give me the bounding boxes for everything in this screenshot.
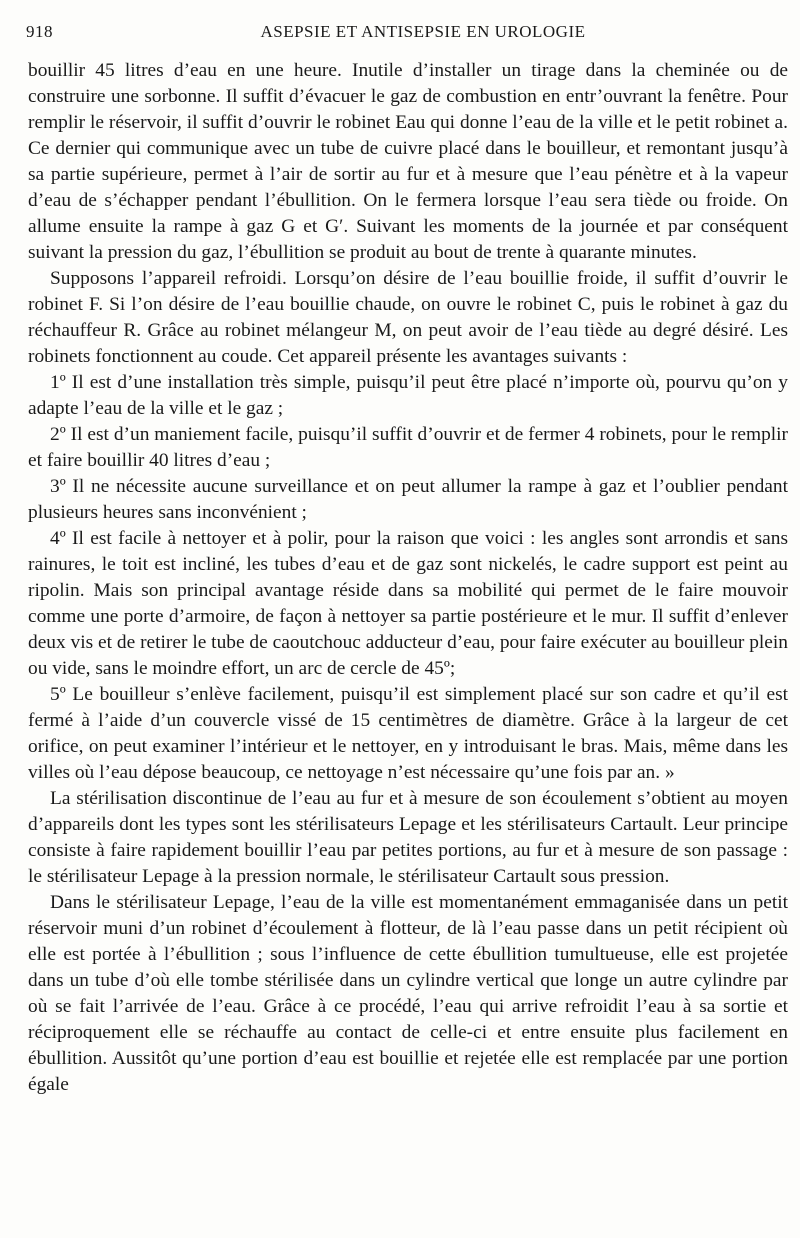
paragraph-continued: bouillir 45 litres d’eau en une heure. Inutile d’installer un tirage dans la cheminée ou de construire une sorbonne. Il suffit d’évacuer le gaz de combustion en entr’ouvrant la fenêtre. Pour remplir le réservoir, il suffit d’ouvrir le robinet Eau qui donne l’eau de la ville et le petit robinet a. Ce dernier qui communique avec un tube de cuivre placé dans le bouilleur, et remontant jusqu’à sa partie supérieure, permet à l’air de sortir au fur et à mesure que l’eau pénètre et à la vapeur d’eau de s’échapper pendant l’ébullition. On le fermera lorsque l’eau sera tiède ou froide. On allume ensuite la rampe à gaz G et G′. Suivant les moments de la journée et par conséquent suivant la pression du gaz, l’ébullition se produit au bout de trente à quarante minutes. [28, 60, 788, 263]
list-item-advantage-4: 4º Il est facile à nettoyer et à polir, pour la raison que voici : les angles sont arrondis et sans rainures, le toit est incliné, les tubes d’eau et de gaz sont nickelés, le cadre support est peint au ripolin. Mais son principal avantage réside dans sa mobilité qui permet de le faire mouvoir comme une porte d’armoire, de façon à nettoyer sa partie postérieure et le mur. Il suffit d’enlever deux vis et de retirer le tube de caoutchouc adducteur d’eau, pour faire exécuter au bouilleur plein ou vide, sans le moindre effort, un arc de cercle de 45º; [28, 528, 788, 679]
page-number: 918 [26, 22, 53, 41]
list-item-advantage-2: 2º Il est d’un maniement facile, puisqu’il suffit d’ouvrir et de fermer 4 robinets, pour le remplir et faire bouillir 40 litres d’eau ; [28, 424, 788, 471]
body-text [28, 58, 788, 1098]
page-header [26, 22, 780, 46]
paragraph: La stérilisation discontinue de l’eau au fur et à mesure de son écoulement s’obtient au moyen d’appareils dont les types sont les stérilisateurs Lepage et les stérilisateurs Cartault. Leur principe consiste à faire rapidement bouillir l’eau par petites portions, au fur et à mesure de son passage : le stérilisateur Lepage à la pression normale, le stérilisateur Cartault sous pression. [28, 788, 788, 887]
list-item-advantage-3: 3º Il ne nécessite aucune surveillance et on peut allumer la rampe à gaz et l’oublier pendant plusieurs heures sans inconvénient ; [28, 476, 788, 523]
paragraph: Supposons l’appareil refroidi. Lorsqu’on désire de l’eau bouillie froide, il suffit d’ouvrir le robinet F. Si l’on désire de l’eau bouillie chaude, on ouvre le robinet C, puis le robinet à gaz du réchauffeur R. Grâce au robinet mélangeur M, on peut avoir de l’eau tiède au degré désiré. Les robinets fonctionnent au coude. Cet appareil présente les avantages suivants : [28, 268, 788, 367]
list-item-advantage-1: 1º Il est d’une installation très simple, puisqu’il peut être placé n’importe où, pourvu qu’on y adapte l’eau de la ville et le gaz ; [28, 372, 788, 419]
list-item-advantage-5: 5º Le bouilleur s’enlève facilement, puisqu’il est simplement placé sur son cadre et qu’il est fermé à l’aide d’un couvercle vissé de 15 centimètres de diamètre. Grâce à la largeur de cet orifice, on peut examiner l’intérieur et le nettoyer, en y introduisant le bras. Mais, même dans les villes où l’eau dépose beaucoup, ce nettoyage n’est nécessaire qu’une fois par an. » [28, 684, 788, 783]
running-title: ASEPSIE ET ANTISEPSIE EN UROLOGIE [260, 22, 586, 41]
paragraph: Dans le stérilisateur Lepage, l’eau de la ville est momentanément emmaganisée dans un petit réservoir muni d’un robinet d’écoulement à flotteur, de là l’eau passe dans un petit récipient où elle est portée à l’ébullition ; sous l’influence de cette ébullition tumultueuse, elle est projetée dans un tube d’où elle tombe stérilisée dans un cylindre vertical que longe un autre cylindre par où se fait l’arrivée de l’eau. Grâce à ce procédé, l’eau qui arrive refroidit l’eau à sa sortie et réciproquement elle se réchauffe au contact de celle-ci et entre ensuite plus facilement en ébullition. Aussitôt qu’une portion d’eau est bouillie et rejetée elle est remplacée par une portion égale [28, 892, 788, 1095]
